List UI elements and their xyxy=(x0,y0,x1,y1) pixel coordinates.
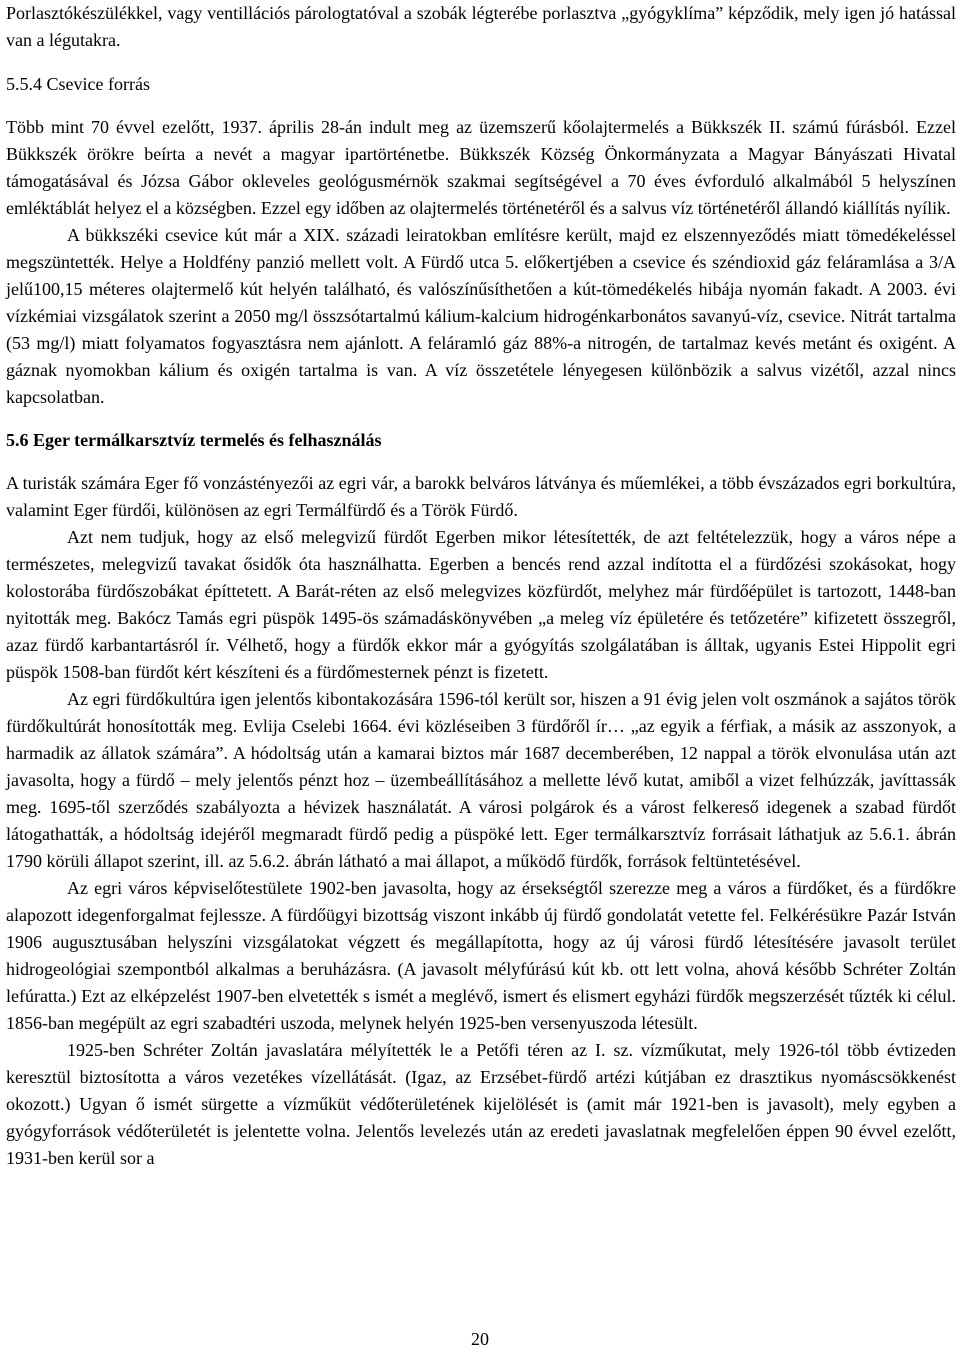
intro-paragraph: Porlasztókészülékkel, vagy ventillációs párologtatóval a szobák légterébe porlasztva „gyógyklíma” képződik, mely igen jó hatással van a légutakra. xyxy=(6,3,956,50)
page-number: 20 xyxy=(471,1329,489,1349)
section-heading-56: 5.6 Eger termálkarsztvíz termelés és felhasználás xyxy=(6,430,382,450)
paragraph-56-5: 1925-ben Schréter Zoltán javaslatára mélyítették le a Petőfi téren az I. sz. vízműkutat, mely 1926-tól több évtizeden keresztül biztosította a város vezetékes vízellátását. (Igaz, az Erzsébet-fürdő artézi kútjában ez drasztikus nyomáscsökkenést okozott.) Ugyan ő ismét sürgette a vízműküt védőterületének kijelölését is (amit már 1921-ben is javasolt), mely egyben a gyógyforrások védőterületét is jelentette volna. Jelentős levelezés után az eredeti javaslatnak megfelelően éppen 90 évvel ezelőtt, 1931-ben kerül sor a xyxy=(6,1040,956,1168)
document-page xyxy=(6,0,956,1172)
paragraph-56-2: Azt nem tudjuk, hogy az első melegvizű fürdőt Egerben mikor létesítették, de azt feltételezzük, hogy a város népe a természetes, melegvizű tavakat ősidők óta használhatta. Egerben a bencés rend azzal indította el a fürdőzési szokásokat, hogy kolostorába fürdőszobákat építtetett. A Barát-réten az első melegvizes közfürdőt, melyhez már fürdőépület is tartozott, 1448-ban nyitották meg. Bakócz Tamás egri püspök 1495-ös számadáskönyvében „a meleg víz épületére és tetőzetére” kifizetett összegről, azaz fürdő karbantartásról ír. Vélhető, hogy a fürdők ekkor már a gyógyítás szolgálatában is álltak, ugyanis Estei Hippolit egri püspök 1508-ban fürdőt kért készíteni és a fürdőmesternek pénzt is fizetett. xyxy=(6,527,956,682)
paragraph-56-1: A turisták számára Eger fő vonzástényezői az egri vár, a barokk belváros látványa és műemlékei, a több évszázados egri borkultúra, valamint Eger fürdői, különösen az egri Termálfürdő és a Török Fürdő. xyxy=(6,473,956,520)
paragraph-56-4: Az egri város képviselőtestülete 1902-ben javasolta, hogy az érsekségtől szerezze meg a város a fürdőket, és a fürdőkre alapozott idegenforgalmat fejlessze. A fürdőügyi bizottság viszont inkább új fürdő gondolatát vetette fel. Felkérésükre Pazár István 1906 augusztusában helyszíni vizsgálatokat végzett és megállapította, hogy az új városi fürdő létesítésére javasolt terület hidrogeológiai szempontból alkalmas a beruházásra. (A javasolt mélyfúrású kút kb. ott lett volna, ahová később Schréter Zoltán lefúratta.) Ezt az elképzelést 1907-ben elvetették s ismét a meglévő, ismert és elismert egyházi fürdők megszerzését tűzték ki célul. 1856-ban megépült az egri szabadtéri uszoda, melynek helyén 1925-ben versenyuszoda létesült. xyxy=(6,878,956,1033)
paragraph-56-3: Az egri fürdőkultúra igen jelentős kibontakozására 1596-tól került sor, hiszen a 91 évig jelen volt oszmánok a sajátos török fürdőkultúrát honosították meg. Evlija Cselebi 1664. évi közléseiben 3 fürdőről ír… „az egyik a férfiak, a másik az asszonyok, a harmadik az állatok számára”. A hódoltság után a kamarai biztos már 1687 decemberében, 12 nappal a török elvonulása után azt javasolta, hogy a fürdő – mely jelentős pénzt hoz – üzembeállításához a mellette lévő kutat, amiből a vizet felhúzzák, javíttassák meg. 1695-től szerződés szabályozta a hévizek használatát. A városi polgárok és a várost felkereső idegenek a szabad fürdőt látogathatták, a hódoltság idejéről megmaradt fürdő pedig a püspöké lett. Eger termálkarsztvíz forrásait láthatjuk az 5.6.1. ábrán 1790 körüli állapot szerint, ill. az 5.6.2. ábrán látható a mai állapot, a működő fürdők, források feltüntetésével. xyxy=(6,689,956,871)
paragraph-554-1: Több mint 70 évvel ezelőtt, 1937. április 28-án indult meg az üzemszerű kőolajtermelés a Bükkszék II. számú fúrásból. Ezzel Bükkszék örökre beírta a nevét a magyar ipartörténetbe. Bükkszék Község Önkormányzata a Magyar Bányászati Hivatal támogatásával és Józsa Gábor okleveles geológusmérnök szakmai segítségével a 70 éves évforduló alkalmából 5 helyszínen emléktáblát helyez el a községben. Ezzel egy időben az olajtermelés történetéről és a salvus víz történetéről állandó kiállítás nyílik. xyxy=(6,117,956,218)
paragraph-554-2: A bükkszéki csevice kút már a XIX. századi leiratokban említésre került, majd ez elszennyeződés miatt tömedékeléssel megszüntették. Helye a Holdfény panzió mellett volt. A Fürdő utca 5. előkertjében a csevice és széndioxid gáz feláramlása a 3/A jelű100,15 méteres olajtermelő kút helyén található, és valószínűsíthetően a kút-tömedékelés hibája nyomán fakadt. A 2003. évi vízkémiai vizsgálatok szerint a 2050 mg/l összsótartalmú kálium-kalcium hidrogénkarbonátos savanyú-víz, csevice. Nitrát tartalma (53 mg/l) miatt folyamatos fogyasztásra nem ajánlott. A feláramló gáz 88%-a nitrogén, de tartalmaz kevés metánt és oxigént. A gáznak nyomokban kálium és oxigén tartalma is van. A víz összetétele lényegesen különbözik a salvus vizétől, azzal nincs kapcsolatban. xyxy=(6,225,956,407)
section-heading-554: 5.5.4 Csevice forrás xyxy=(6,74,150,94)
